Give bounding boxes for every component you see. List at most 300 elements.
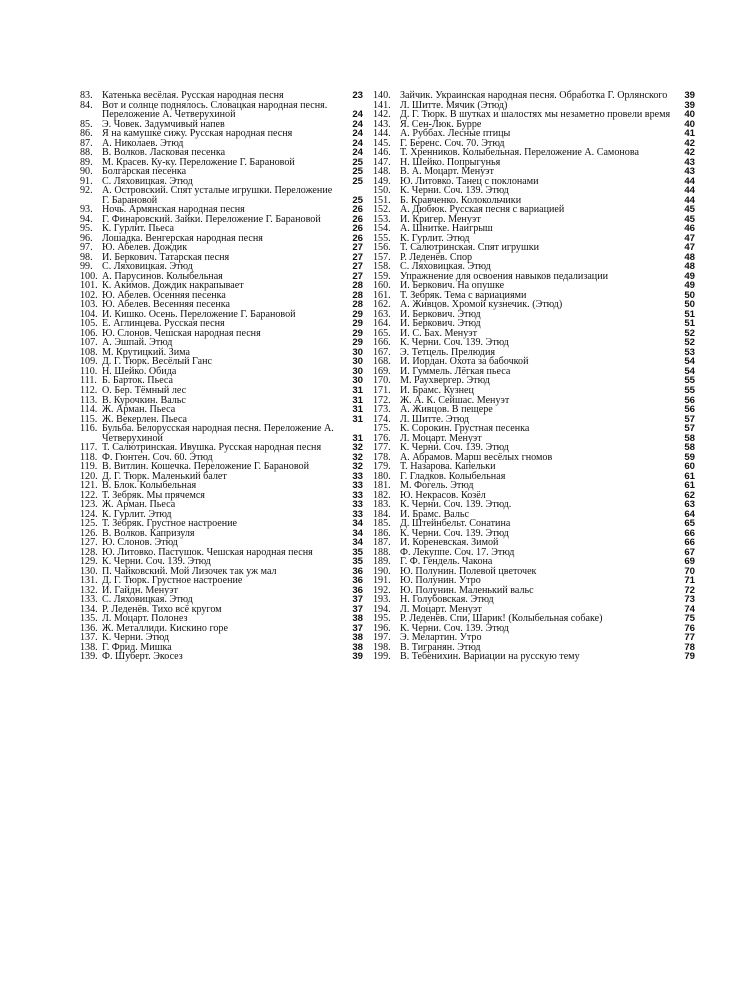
- toc-entry-page: 74: [684, 603, 695, 615]
- toc-entry-number: 110.: [80, 365, 98, 377]
- toc-entry-page: 25: [352, 156, 363, 168]
- toc-entry-number: 132.: [80, 584, 98, 596]
- toc-entry-page: 75: [684, 613, 695, 625]
- toc-entry-title: А. Эшпай. Этюд: [102, 337, 173, 349]
- toc-entry-number: 140.: [373, 90, 391, 101]
- toc-entry-page: 61: [684, 480, 695, 492]
- toc-entry-page: 32: [352, 461, 363, 473]
- toc-entry-number: 111.: [80, 375, 97, 387]
- toc-entry-number: 124.: [80, 508, 98, 520]
- toc-entry-page: 51: [684, 318, 695, 330]
- toc-entry-number: 107.: [80, 337, 98, 349]
- toc-entry-page: 58: [684, 442, 695, 454]
- toc-entry-page: 24: [352, 147, 363, 159]
- toc-entry-page: 24: [352, 109, 363, 121]
- toc-entry-title: Ф. Лекуппе. Соч. 17. Этюд: [400, 546, 515, 558]
- toc-entry-title: А. Дюбюк. Русская песня с вариацией: [400, 204, 565, 216]
- toc-entry-title: Т. Зебряк. Тема с вариациями: [400, 289, 527, 301]
- toc-entry-page: 32: [352, 442, 363, 454]
- toc-entry-title: М. Фогель. Этюд: [400, 480, 474, 492]
- toc-entry-page: 30: [352, 356, 363, 368]
- toc-entry-number: 108.: [80, 346, 98, 358]
- toc-entry-number: 168.: [373, 356, 391, 368]
- toc-entry-title: Ю. Слонов. Этюд: [102, 537, 178, 549]
- toc-entry-number: 90.: [80, 166, 93, 178]
- toc-entry-page: 79: [684, 651, 695, 663]
- toc-entry-page: 33: [352, 499, 363, 511]
- toc-entry-number: 97.: [80, 242, 93, 254]
- toc-entry-title: Вот и солнце поднялось. Словацкая народная песня. Переложение А. Четверухиной: [102, 99, 328, 121]
- toc-entry-number: 199.: [373, 651, 391, 663]
- toc-entry-number: 161.: [373, 289, 391, 301]
- toc-entry-page: 31: [352, 394, 363, 406]
- toc-left-column: [80, 91, 363, 662]
- toc-entry-title: А. Островский. Спят усталые игрушки. Переложение Г. Барановой: [102, 185, 333, 206]
- toc-entry-number: 157.: [373, 251, 391, 263]
- toc-right-column: [373, 91, 695, 662]
- toc-entry-number: 194.: [373, 603, 391, 615]
- toc-entry-number: 105.: [80, 318, 98, 330]
- toc-entry-page: 49: [684, 280, 695, 292]
- toc-entry-title: К. Черни. Соч. 139. Этюд: [400, 442, 509, 454]
- toc-entry-title: Ф. Шуберт. Экосез: [102, 651, 183, 663]
- toc-entry-title: Я. Сен-Люк. Бурре: [400, 118, 482, 130]
- toc-entry-title: А. Парусинов. Колыбельная: [102, 270, 223, 282]
- toc-entry-number: 145.: [373, 137, 391, 149]
- toc-entry-title: К. Черни. Соч. 139. Этюд: [400, 185, 509, 197]
- toc-entry-page: 52: [684, 327, 695, 339]
- toc-entry-page: 25: [352, 194, 363, 206]
- toc-entry-title: Ю. Литовко. Танец с поклонами: [400, 175, 539, 187]
- toc-entry-title: А. Живцов. В пещере: [400, 404, 493, 416]
- toc-entry-number: 149.: [373, 175, 391, 187]
- toc-entry-number: 98.: [80, 251, 93, 263]
- toc-entry-page: 47: [684, 232, 695, 244]
- toc-entry-page: 25: [352, 175, 363, 187]
- toc-entry-page: 56: [684, 394, 695, 406]
- toc-entry-page: 43: [684, 156, 695, 168]
- toc-entry-page: 33: [352, 480, 363, 492]
- toc-entry-title: К. Черни. Соч. 139. Этюд: [400, 527, 509, 539]
- toc-entry-page: 58: [684, 432, 695, 444]
- toc-entry-title: Бульба. Белорусская народная песня. Переложение А. Четверухиной: [102, 423, 334, 444]
- toc-entry-number: 113.: [80, 394, 98, 406]
- toc-entry-page: 26: [352, 232, 363, 244]
- toc-entry-page: 44: [684, 175, 695, 187]
- toc-entry-number: 176.: [373, 432, 391, 444]
- toc-entry-title: Н. Голубовская. Этюд: [400, 594, 494, 606]
- toc-entry-number: 84.: [80, 99, 93, 111]
- toc-entry-number: 181.: [373, 480, 391, 492]
- toc-entry-number: 156.: [373, 242, 391, 254]
- toc-entry-page: 50: [684, 299, 695, 311]
- toc-entry-title: С. Ляховицкая. Этюд: [102, 594, 193, 606]
- toc-entry-number: 142.: [373, 109, 391, 121]
- toc-entry-page: 69: [684, 556, 695, 568]
- toc-entry-page: 59: [684, 451, 695, 463]
- toc-entry-title: К. Черни. Соч. 139. Этюд: [400, 337, 509, 349]
- toc-entry-page: 57: [684, 423, 695, 435]
- toc-entry-number: 163.: [373, 308, 391, 320]
- toc-entry-title: А. Николаев. Этюд: [102, 137, 184, 149]
- toc-entry-page: 29: [352, 327, 363, 339]
- toc-entry-title: О. Бер. Тёмный лес: [102, 384, 187, 396]
- toc-entry-title: Д. Г. Тюрк. Весёлый Ганс: [102, 356, 212, 368]
- toc-entry-number: 86.: [80, 128, 93, 140]
- toc-entry-page: 30: [352, 346, 363, 358]
- toc-entry-number: 152.: [373, 204, 391, 216]
- toc-entry-title: В. Тебенихин. Вариации на русскую тему: [400, 651, 580, 663]
- toc-entry-page: 27: [352, 270, 363, 282]
- toc-entry-page: 40: [684, 109, 695, 121]
- toc-entry-number: 186.: [373, 527, 391, 539]
- toc-entry-number: 85.: [80, 118, 93, 130]
- toc-entry-title: Лошадка. Венгерская народная песня: [102, 232, 263, 244]
- toc-entry-number: 144.: [373, 128, 391, 140]
- toc-entry-number: 121.: [80, 480, 98, 492]
- toc-entry-page: 67: [684, 546, 695, 558]
- toc-entry-title: И. С. Бах. Менуэт: [400, 327, 477, 339]
- toc-entry-page: 38: [352, 632, 363, 644]
- toc-entry-number: 126.: [80, 527, 98, 539]
- toc-entry-number: 100.: [80, 270, 98, 282]
- toc-entry-number: 184.: [373, 508, 391, 520]
- toc-entry-number: 123.: [80, 499, 98, 511]
- toc-entry-number: 106.: [80, 327, 98, 339]
- toc-entry-number: 180.: [373, 470, 391, 482]
- toc-entry-title: К. Черни. Этюд: [102, 632, 169, 644]
- toc-entry-page: 39: [684, 99, 695, 111]
- toc-entry-title: Ж. Арман. Пьеса: [102, 404, 176, 416]
- toc-entry-page: 41: [684, 128, 695, 140]
- toc-entry-title: А. Руббах. Лесные птицы: [400, 128, 511, 140]
- toc-entry-number: 198.: [373, 641, 391, 653]
- toc-entry-page: 63: [684, 499, 695, 511]
- toc-entry-page: 50: [684, 289, 695, 301]
- toc-entry-title: К. Акимов. Дождик накрапывает: [102, 280, 244, 292]
- toc-entry-page: 33: [352, 489, 363, 501]
- toc-entry-page: 42: [684, 147, 695, 159]
- toc-entry-page: 76: [684, 622, 695, 634]
- toc-entry-number: 131.: [80, 575, 98, 587]
- toc-entry-number: 165.: [373, 327, 391, 339]
- toc-entry-page: 65: [684, 518, 695, 530]
- toc-entry-page: 39: [352, 651, 363, 663]
- toc-entry-page: 60: [684, 461, 695, 473]
- toc-entry-number: 189.: [373, 556, 391, 568]
- toc-entry: [80, 652, 363, 662]
- toc-entry-title: К. Сорокин. Грустная песенка: [400, 423, 530, 435]
- toc-entry-title: Упражнение для освоения навыков педализации: [400, 270, 609, 282]
- toc-entry-number: 167.: [373, 346, 391, 358]
- toc-entry-title: Ю. Слонов. Чешская народная песня: [102, 327, 261, 339]
- toc-entry-title: Ж. Металлиди. Кискино горе: [102, 622, 228, 634]
- toc-entry-number: 91.: [80, 175, 93, 187]
- toc-entry-number: 150.: [373, 185, 391, 197]
- toc-entry-number: 125.: [80, 518, 98, 530]
- toc-entry-title: И. Кореневская. Зимой: [400, 537, 499, 549]
- toc-entry-title: Ю. Полунин. Полевой цветочек: [400, 565, 537, 577]
- toc-entry-title: Л. Моцарт. Менуэт: [400, 603, 482, 615]
- toc-entry: [80, 186, 363, 205]
- toc-entry-number: 95.: [80, 223, 93, 235]
- toc-entry-number: 112.: [80, 384, 98, 396]
- toc-entry: [80, 101, 363, 120]
- toc-entry-number: 170.: [373, 375, 391, 387]
- toc-entry-page: 31: [352, 384, 363, 396]
- toc-entry-number: 93.: [80, 204, 93, 216]
- toc-entry-title: И. Беркович. Этюд: [400, 318, 481, 330]
- toc-entry-page: 36: [352, 584, 363, 596]
- toc-entry-number: 136.: [80, 622, 98, 634]
- toc-entry-number: 164.: [373, 318, 391, 330]
- toc-entry-number: 148.: [373, 166, 391, 178]
- toc-entry-number: 147.: [373, 156, 391, 168]
- toc-entry-page: 54: [684, 365, 695, 377]
- toc-entry-page: 56: [684, 404, 695, 416]
- toc-entry-title: А. Шнитке. Наигрыш: [400, 223, 493, 235]
- toc-entry-title: Р. Леденёв. Спор: [400, 251, 473, 263]
- toc-entry-number: 196.: [373, 622, 391, 634]
- toc-entry-number: 160.: [373, 280, 391, 292]
- toc-entry-number: 178.: [373, 451, 391, 463]
- toc-entry-title: Н. Шейко. Попрыгунья: [400, 156, 501, 168]
- toc-entry-title: Б. Кравченко. Колокольчики: [400, 194, 522, 206]
- toc-entry-page: 51: [684, 308, 695, 320]
- toc-entry-page: 37: [352, 622, 363, 634]
- toc-entry-number: 191.: [373, 575, 391, 587]
- toc-entry-title: В. Тигранян. Этюд: [400, 641, 481, 653]
- toc-entry-title: Т. Салютринская. Спят игрушки: [400, 242, 540, 254]
- toc-entry-title: И. Беркович. На опушке: [400, 280, 505, 292]
- toc-entry-title: Р. Леденёв. Спи, Шарик! (Колыбельная собаке): [400, 613, 603, 625]
- toc-entry-title: М. Раухвергер. Этюд: [400, 375, 490, 387]
- toc-entry-page: 52: [684, 337, 695, 349]
- toc-entry-page: 25: [352, 166, 363, 178]
- toc-entry-number: 88.: [80, 147, 93, 159]
- toc-entry-page: 42: [684, 137, 695, 149]
- toc-entry-number: 171.: [373, 384, 391, 396]
- toc-entry-title: Э. Мелартин. Утро: [400, 632, 482, 644]
- toc-entry-number: 115.: [80, 413, 98, 425]
- toc-entry-page: 30: [352, 375, 363, 387]
- toc-entry-page: 28: [352, 280, 363, 292]
- toc-entry-title: И. Гуммель. Лёгкая пьеса: [400, 365, 511, 377]
- toc-entry-title: И. Гайдн. Менуэт: [102, 584, 178, 596]
- toc-entry-title: С. Ляховицкая. Этюд: [400, 261, 491, 273]
- toc-entry-page: 45: [684, 213, 695, 225]
- toc-entry-title: Т. Хренников. Колыбельная. Переложение А. Самонова: [400, 147, 639, 159]
- toc-entry-title: И. Брамс. Кузнец: [400, 384, 474, 396]
- toc-entry-number: 175.: [373, 423, 391, 435]
- toc-entry-number: 127.: [80, 537, 98, 549]
- toc-entry-title: Ю. Абелев. Осенняя песенка: [102, 289, 226, 301]
- toc-entry-title: Т. Зебряк. Мы прячемся: [102, 489, 205, 501]
- toc-entry-number: 146.: [373, 147, 391, 159]
- toc-entry-page: 48: [684, 251, 695, 263]
- toc-entry-title: Болгарская песенка: [102, 166, 187, 178]
- toc-entry-title: С. Ляховицкая. Этюд: [102, 261, 193, 273]
- toc-entry-number: 134.: [80, 603, 98, 615]
- toc-entry-page: 66: [684, 527, 695, 539]
- toc-entry-page: 38: [352, 613, 363, 625]
- toc-entry-title: И. Иордан. Охота за бабочкой: [400, 356, 529, 368]
- toc-entry-page: 27: [352, 242, 363, 254]
- toc-entry-title: И. Беркович. Этюд: [400, 308, 481, 320]
- toc-entry-number: 135.: [80, 613, 98, 625]
- toc-entry-page: 31: [352, 404, 363, 416]
- toc-entry-title: Ж. А. К. Сейшас. Менуэт: [400, 394, 510, 406]
- toc-entry-number: 159.: [373, 270, 391, 282]
- toc-entry-page: 72: [684, 584, 695, 596]
- toc-entry-title: Я на камушке сижу. Русская народная песня: [102, 128, 293, 140]
- toc-entry-title: К. Черни. Соч. 139. Этюд: [400, 622, 509, 634]
- toc-entry-page: 29: [352, 318, 363, 330]
- toc-entry-title: Г. Финаровский. Зайки. Переложение Г. Барановой: [102, 213, 321, 225]
- toc-entry-page: 30: [352, 365, 363, 377]
- toc-entry-number: 169.: [373, 365, 391, 377]
- toc-entry-page: 24: [352, 137, 363, 149]
- toc-entry-page: 38: [352, 641, 363, 653]
- toc-entry-number: 193.: [373, 594, 391, 606]
- toc-entry-page: 40: [684, 118, 695, 130]
- toc-entry-title: Э. Тетцель. Прелюдия: [400, 346, 496, 358]
- toc-entry-title: Ю. Полунин. Утро: [400, 575, 481, 587]
- toc-entry-page: 55: [684, 375, 695, 387]
- toc-entry-page: 28: [352, 289, 363, 301]
- toc-entry-title: Д. Г. Тюрк. Маленький балет: [102, 470, 227, 482]
- toc-entry-number: 143.: [373, 118, 391, 130]
- toc-entry-number: 130.: [80, 565, 98, 577]
- toc-entry-number: 185.: [373, 518, 391, 530]
- toc-entry-number: 182.: [373, 489, 391, 501]
- toc-entry-page: 55: [684, 384, 695, 396]
- toc-entry-page: 35: [352, 546, 363, 558]
- toc-entry-title: Р. Леденёв. Тихо всё кругом: [102, 603, 222, 615]
- toc-entry-title: Г. Беренс. Соч. 70. Этюд: [400, 137, 505, 149]
- toc-entry-page: 34: [352, 518, 363, 530]
- toc-entry-page: 37: [352, 603, 363, 615]
- toc-entry-title: Т. Салютринская. Ивушка. Русская народная песня: [102, 442, 322, 454]
- toc-entry-page: 31: [352, 432, 363, 444]
- toc-entry-title: В. А. Моцарт. Менуэт: [400, 166, 494, 178]
- toc-entry-title: А. Абрамов. Марш весёлых гномов: [400, 451, 553, 463]
- toc-entry-page: 24: [352, 118, 363, 130]
- toc-entry-number: 87.: [80, 137, 93, 149]
- toc-entry-title: Ж. Векерлен. Пьеса: [102, 413, 188, 425]
- toc-entry-number: 179.: [373, 461, 391, 473]
- toc-entry-title: Ж. Арман. Пьеса: [102, 499, 176, 511]
- toc-entry-title: К. Черни. Соч. 139. Этюд.: [400, 499, 512, 511]
- toc-entry-number: 172.: [373, 394, 391, 406]
- toc-entry-page: 26: [352, 213, 363, 225]
- toc-entry-title: Д. Г. Тюрк. Грустное настроение: [102, 575, 243, 587]
- toc-entry-number: 120.: [80, 470, 98, 482]
- toc-entry-title: М. Красев. Ку-ку. Переложение Г. Барановой: [102, 156, 295, 168]
- toc-entry-page: 78: [684, 641, 695, 653]
- toc-entry-page: 71: [684, 575, 695, 587]
- toc-entry-page: 44: [684, 194, 695, 206]
- toc-entry-title: И. Кригер. Менуэт: [400, 213, 481, 225]
- toc-entry-number: 197.: [373, 632, 391, 644]
- toc-entry-page: 48: [684, 261, 695, 273]
- toc-entry-number: 122.: [80, 489, 98, 501]
- toc-entry-number: 173.: [373, 404, 391, 416]
- toc-entry-title: И. Беркович. Татарская песня: [102, 251, 230, 263]
- toc-entry-number: 102.: [80, 289, 98, 301]
- toc-entry-title: И. Кишко. Осень. Переложение Г. Барановой: [102, 308, 296, 320]
- toc-entry-title: В. Блок. Колыбельная: [102, 480, 197, 492]
- toc-entry-title: А. Живцов. Хромой кузнечик. (Этюд): [400, 299, 563, 311]
- toc-entry-page: 70: [684, 565, 695, 577]
- toc-entry-number: 89.: [80, 156, 93, 168]
- toc-entry-title: К. Гурлит. Пьеса: [102, 223, 175, 235]
- toc-entry-title: Ю. Полунин. Маленький вальс: [400, 584, 534, 596]
- toc-entry-page: 29: [352, 337, 363, 349]
- toc-entry-number: 153.: [373, 213, 391, 225]
- toc-entry-title: В. Волков. Ласковая песенка: [102, 147, 226, 159]
- toc-entry-number: 117.: [80, 442, 98, 454]
- toc-entry-page: 33: [352, 470, 363, 482]
- toc-entry-number: 190.: [373, 565, 391, 577]
- toc-entry-number: 155.: [373, 232, 391, 244]
- toc-entry: [373, 652, 695, 662]
- toc-entry-page: 35: [352, 556, 363, 568]
- toc-entry-number: 99.: [80, 261, 93, 273]
- toc-entry-title: Т. Зебряк. Грустное настроение: [102, 518, 238, 530]
- toc-entry-page: 26: [352, 204, 363, 216]
- toc-entry-number: 188.: [373, 546, 391, 558]
- toc-entry-number: 119.: [80, 461, 98, 473]
- toc-entry-page: 44: [684, 185, 695, 197]
- toc-entry-title: Б. Барток. Пьеса: [102, 375, 174, 387]
- toc-entry-number: 138.: [80, 641, 98, 653]
- toc-entry-page: 23: [352, 90, 363, 101]
- toc-entry-page: 34: [352, 527, 363, 539]
- toc-entry-number: 162.: [373, 299, 391, 311]
- toc-entry-page: 39: [684, 90, 695, 101]
- toc-entry-page: 77: [684, 632, 695, 644]
- toc-entry-number: 96.: [80, 232, 93, 244]
- toc-entry-number: 139.: [80, 651, 98, 663]
- toc-entry-number: 129.: [80, 556, 98, 568]
- toc-entry-page: 32: [352, 451, 363, 463]
- toc-entry-page: 36: [352, 565, 363, 577]
- toc-entry-page: 34: [352, 537, 363, 549]
- toc-entry-title: Л. Шитте. Мячик (Этюд): [400, 99, 508, 111]
- toc-entry-number: 101.: [80, 280, 98, 292]
- toc-entry-page: 53: [684, 346, 695, 358]
- toc-entry-number: 133.: [80, 594, 98, 606]
- toc-entry-title: Г. Гладков. Колыбельная: [400, 470, 506, 482]
- toc-entry-page: 54: [684, 356, 695, 368]
- toc-entry-number: 118.: [80, 451, 98, 463]
- toc-entry-title: Л. Шитте. Этюд: [400, 413, 470, 425]
- toc-entry-title: Ночь. Армянская народная песня: [102, 204, 245, 216]
- toc-entry-title: Д. Штейнбельт. Сонатина: [400, 518, 511, 530]
- toc-entry-page: 33: [352, 508, 363, 520]
- toc-entry-page: 31: [352, 413, 363, 425]
- toc-entry-number: 137.: [80, 632, 98, 644]
- toc-entry-number: 158.: [373, 261, 391, 273]
- toc-entry-title: Г. Ф. Гендель. Чакона: [400, 556, 493, 568]
- toc-entry-page: 37: [352, 594, 363, 606]
- toc-entry-page: 66: [684, 537, 695, 549]
- toc-entry-page: 29: [352, 308, 363, 320]
- toc-entry-title: Н. Шейко. Обида: [102, 365, 177, 377]
- toc-entry-page: 47: [684, 242, 695, 254]
- toc-entry-title: Е. Аглинцева. Русская песня: [102, 318, 225, 330]
